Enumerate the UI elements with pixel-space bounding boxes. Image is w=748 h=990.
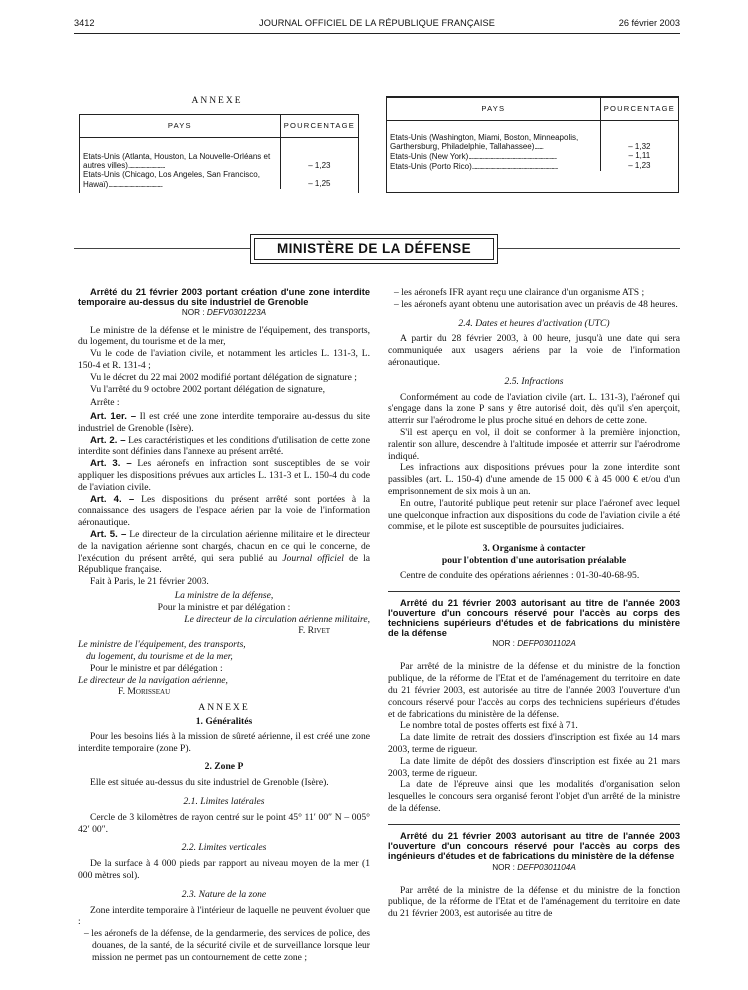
section-2-5-text-2: S'il est aperçu en vol, il doit se conformer à la première injonction, ralentir son allure, descendre à l'altitude imposée et atterrir sur l'aérodrome indiqué. (388, 426, 680, 462)
issue-date: 26 février 2003 (618, 18, 680, 28)
banner-rule-left (74, 248, 250, 249)
row-pays: Etats-Unis (Washington, Miami, Boston, Minneapolis, Garthersburg, Philadelphie, Tallahassee)....... (390, 133, 579, 152)
decree-3-text-1: Par arrêté de la ministre de la défense et du ministre de la fonction publique, de la réforme de l'Etat et de l'aménagement du territoire en date du 21 février 2003, est autorisée au titre de (388, 884, 680, 920)
banner-rule-right (497, 248, 680, 249)
table-row (387, 151, 678, 161)
signature-block-1: La ministre de la défense, Pour la ministre et par délégation : Le directeur de la circulation aérienne militaire, F. Rivet (157, 590, 370, 637)
separator-rule (388, 824, 680, 825)
running-header (74, 18, 680, 32)
table-row (387, 121, 678, 152)
col-header-pays: PAYS (387, 98, 600, 121)
article-2: Art. 2. – Les caractéristiques et les conditions d'utilisation de cette zone interdite sont définies dans l'annexe au présent arrêté. (78, 434, 370, 458)
annex-title: ANNEXE (198, 702, 250, 714)
section-2-2-heading: 2.2. Limites verticales (181, 842, 267, 854)
section-2-text: Elle est située au-dessus du site industriel de Grenoble (Isère). (90, 777, 329, 789)
left-column (78, 287, 370, 964)
article-4: Art. 4. – Les dispositions du présent arrêté sont portées à la connaissance des usagers de l'espace aérien par la voie de l'information aéronautique. (78, 493, 370, 529)
table-row (80, 170, 358, 188)
row-pays: Etats-Unis (New York)........................................................................ (390, 152, 557, 162)
fait-a-paris: Fait à Paris, le 21 février 2003. (90, 576, 209, 588)
section-3-heading-b: pour l'obtention d'une autorisation préalable (441, 554, 627, 566)
top-annex-title: ANNEXE (191, 96, 243, 106)
decree-2-text-5: La date de l'épreuve ainsi que les modalités d'organisation selon lesquelles le concours sera organisé feront l'objet d'un arrêté de la ministre de la défense. (388, 779, 680, 815)
preamble-vu-code: Vu le code de l'aviation civile, et notamment les articles L. 131-3, L. 150-4 et R. 131-4 ; (78, 348, 370, 371)
page-number: 3412 (74, 18, 95, 28)
row-pct: – 1,11 (600, 151, 678, 161)
table-row (387, 161, 678, 171)
decree-title: Arrêté du 21 février 2003 portant création d'une zone interdite temporaire au-dessus du site industriel de Grenoble (78, 287, 370, 308)
col-header-pays: PAYS (80, 115, 280, 138)
section-2-5-text-1: Conformément au code de l'aviation civile (art. L. 131-3), l'aéronef qui s'engage dans la zone P sans y être autorisé doit, dès qu'il s'en aperçoit, atterrir sur l'aérodrome le plus proche situé en dehors de cette zone. (388, 391, 680, 427)
section-2-5-text-3: Les infractions aux dispositions prévues pour la zone interdite sont passibles (art. L. 150-4) d'une amende de 15 000 € à 45 000 € et/ou d'un emprisonnement de six mois à un an. (388, 462, 680, 497)
row-pct: – 1,23 (280, 138, 358, 171)
decree-2-text-2: Le nombre total de postes offerts est fixé à 71. (400, 720, 578, 732)
row-pct: – 1,32 (600, 121, 678, 152)
top-annex-right-table (386, 96, 679, 193)
section-2-3-heading: 2.3. Nature de la zone (181, 888, 267, 900)
right-column (388, 287, 680, 920)
row-pays: Etats-Unis (Atlanta, Houston, La Nouvelle-Orléans et autres villes).............................. (83, 152, 271, 171)
section-2-4-text: A partir du 28 février 2003, à 00 heure, jusqu'à une date qui sera communiquée aux usagers aériens par la voie de l'information aéronautique. (388, 333, 680, 368)
section-2-2-text: De la surface à 4 000 pieds par rapport au niveau moyen de la mer (1 000 mètres sol). (78, 858, 370, 881)
preamble-vu-arrete: Vu l'arrêté du 9 octobre 2002 portant délégation de signature, (90, 383, 326, 395)
col-header-pourcentage: POURCENTAGE (600, 98, 678, 121)
col-header-pourcentage: POURCENTAGE (280, 115, 358, 138)
header-rule (74, 33, 680, 34)
decree-2-text-3: La date limite de retrait des dossiers d'inscription est fixée au 14 mars 2003, terme de rigueur. (388, 732, 680, 756)
row-pct: – 1,23 (600, 161, 678, 171)
preamble-vu-decret: Vu le décret du 22 mai 2002 modifié portant délégation de signature ; (90, 371, 357, 383)
nor-reference: NOR : DEFP0301102A (492, 639, 576, 649)
row-pct: – 1,25 (280, 170, 358, 188)
section-2-4-heading: 2.4. Dates et heures d'activation (UTC) (458, 317, 610, 329)
row-pays: Etats-Unis (Porto Rico)...................................................................... (390, 161, 558, 171)
section-3-text: Centre de conduite des opérations aériennes : 01-30-40-68-95. (400, 569, 640, 581)
ministry-banner (250, 234, 498, 264)
section-1-text: Pour les besoins liés à la mission de sûreté aérienne, il est créé une zone interdite temporaire (zone P). (78, 730, 370, 754)
list-item: – les aéronefs IFR ayant reçu une clairance d'un organisme ATS ; (394, 287, 645, 298)
article-3: Art. 3. – Les aéronefs en infraction sont susceptibles de se voir appliquer les dispositions prévues aux articles L. 131-3 et L. 150-4 du code de l'aviation civile. (78, 458, 370, 493)
preamble-ministers: Le ministre de la défense et le ministre de l'équipement, des transports, du logement, du tourisme et de la mer, (78, 324, 370, 348)
separator-rule (388, 591, 680, 592)
top-annex-left-table (79, 114, 359, 193)
nor-reference: NOR : DEFV0301223A (181, 308, 267, 318)
section-2-1-text: Cercle de 3 kilomètres de rayon centré sur le point 45° 11′ 00″ N – 005° 42′ 00″. (78, 811, 370, 835)
section-2-5-heading: 2.5. Infractions (504, 375, 564, 387)
decree-2-title: Arrêté du 21 février 2003 autorisant au titre de l'année 2003 l'ouverture d'un concours réservé pour l'accès au corps des techniciens supérieurs d'études et de fabrications du ministère de la défense (388, 597, 680, 639)
list-item: – les aéronefs ayant obtenu une autorisation avec un préavis de 48 heures. (394, 298, 678, 310)
article-5: Art. 5. – Le directeur de la circulation aérienne militaire et le directeur de la navigation aérienne sont chargés, chacun en ce qui le concerne, de l'exécution du présent arrêté, qui sera publié au Journal officiel de la République française. (78, 529, 371, 576)
decree-3-title: Arrêté du 21 février 2003 autorisant au titre de l'année 2003 l'ouverture d'un concours réservé pour l'accès au corps des ingénieurs d'études et de fabrications du ministère de la défense (388, 830, 680, 862)
section-2-5-text-4: En outre, l'autorité publique peut retenir sur place l'aéronef avec lequel une quelconque infraction aux dispositions du code de l'aviation civile a été commise, et le pilote est susceptible de poursuites judiciaires. (388, 497, 680, 533)
article-1: Art. 1er. – Il est créé une zone interdite temporaire au-dessus du site industriel de Grenoble (Isère). (78, 411, 370, 434)
section-1-heading: 1. Généralités (195, 716, 253, 728)
arrete-label: Arrête : (90, 397, 120, 409)
section-2-heading: 2. Zone P (204, 761, 244, 773)
decree-2-text-4: La date limite de dépôt des dossiers d'inscription est fixée au 21 mars 2003, terme de rigueur. (388, 755, 680, 779)
signature-block-2: Le ministre de l'équipement, des transports, du logement, du tourisme et de la mer, Pour le ministre et par délégation : Le directeur de la navigation aérienne, F. Morisseau (78, 639, 246, 698)
journal-title: JOURNAL OFFICIEL DE LA RÉPUBLIQUE FRANÇAISE (259, 18, 495, 28)
section-2-3-text: Zone interdite temporaire à l'intérieur de laquelle ne peuvent évoluer que : (78, 904, 370, 928)
nor-reference: NOR : DEFP0301104A (492, 862, 576, 872)
row-pays: Etats-Unis (Chicago, Los Angeles, San Francisco, Hawaï)............................................ (83, 170, 260, 189)
section-3-heading-a: 3. Organisme à contacter (482, 543, 586, 555)
ministry-title: MINISTÈRE DE LA DÉFENSE (254, 238, 494, 260)
table-row (80, 138, 358, 171)
decree-2-text-1: Par arrêté de la ministre de la défense et du ministre de la fonction publique, de la réforme de l'Etat et de l'aménagement du territoire en date du 21 février 2003, est autorisée au titre de l'année 2003 l'ouverture d'un concours réservé pour l'accès au corps des techniciens supérieurs d'études et de fabrications du ministère de la défense. (388, 661, 680, 720)
list-item: – les aéronefs de la défense, de la gendarmerie, des services de police, des douanes, de la santé, de la sécurité civile et de surveillance lorsque leur mission ne permet pas un contournement de cette zone ; (84, 928, 370, 963)
section-2-1-heading: 2.1. Limites latérales (183, 796, 265, 807)
